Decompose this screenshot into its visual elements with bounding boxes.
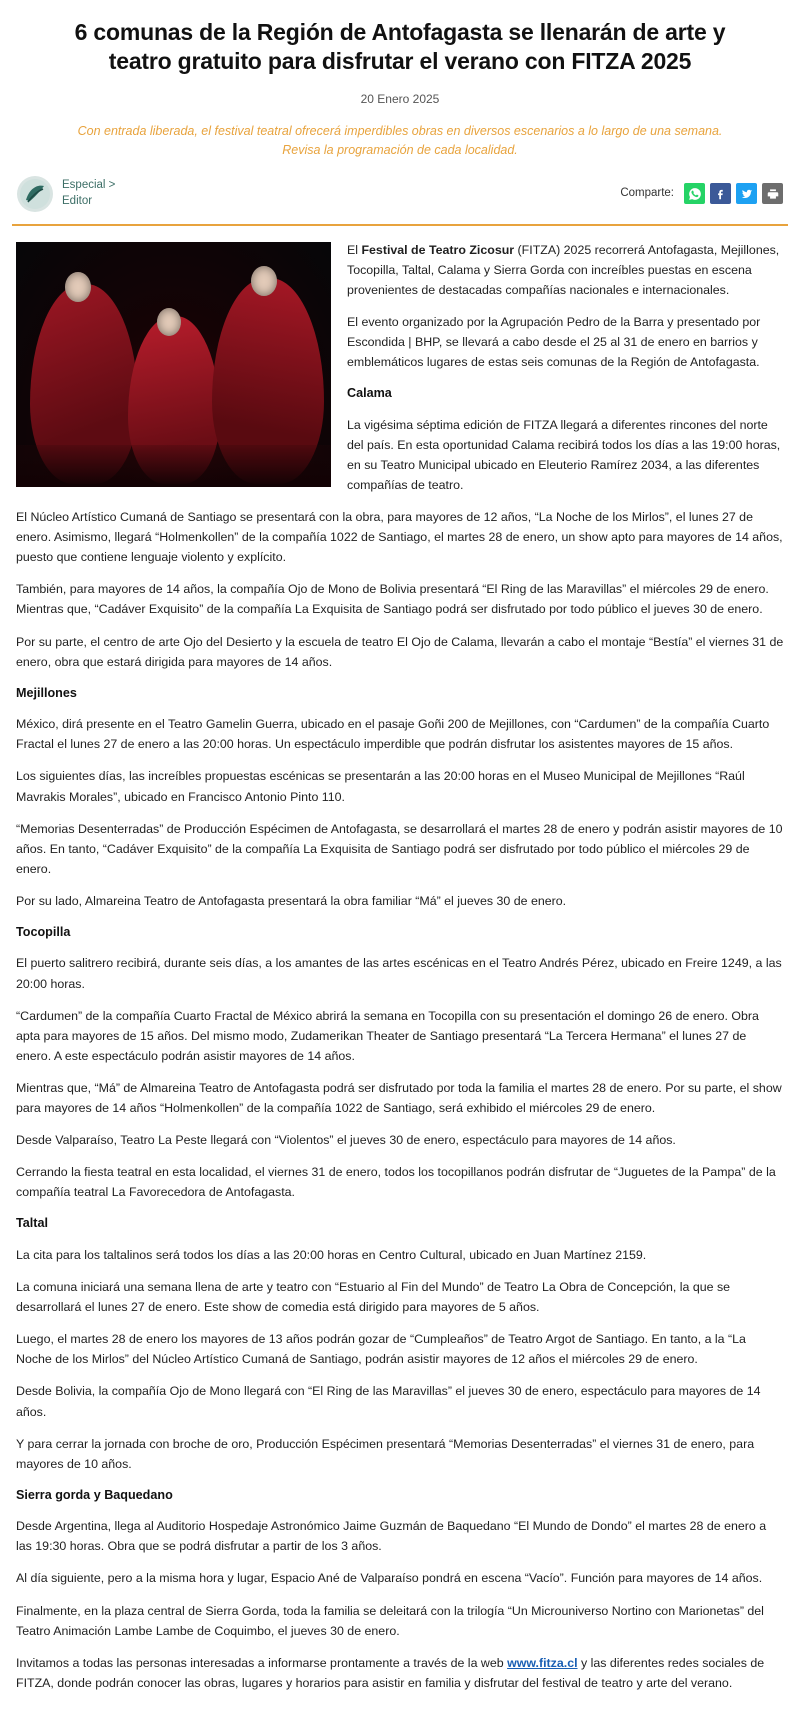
paragraph-tocopilla-2: “Cardumen” de la compañía Cuarto Fractal de México abrirá la semana en Tocopilla con su presentación el domingo 26 de enero. Obra apta para mayores de 15 años. Del mismo modo, Zudamerikan Theater de Santiago presentará “La Tercera Hermana” el lunes 27 de enero. A este espectáculo podrán asistir mayores de 14 años.: [16, 1008, 759, 1063]
page-title: 6 comunas de la Región de Antofagasta se llenarán de arte y teatro gratuito para disfrutar el verano con FITZA 2025: [74, 19, 726, 74]
section-heading-tocopilla: Tocopilla: [16, 924, 71, 939]
facebook-share-button[interactable]: [710, 183, 731, 204]
paragraph-calama-1: La vigésima séptima edición de FITZA llegará a diferentes rincones del norte del país. En esta oportunidad Calama recibirá todos los días a las 19:00 horas, en su Teatro Municipal ubicado en Eleuterio Ramírez 2034, a las diferentes compañías de teatro.: [347, 417, 781, 492]
section-heading-calama: Calama: [347, 386, 392, 401]
avatar: [17, 176, 53, 212]
performer-head-left: [65, 272, 91, 302]
performer-head-center: [157, 308, 181, 336]
paragraph-calama-2: El Núcleo Artístico Cumaná de Santiago se presentará con la obra, para mayores de 12 años, “La Noche de los Mirlos”, el lunes 27 de enero. Asimismo, llegará “Holmenkollen” de la compañía 1022 de Santiago, el martes 28 de enero, un show apto para mayores de 14 años, puesto que contiene lenguaje violento y explícito.: [16, 510, 783, 565]
paragraph-closing: [16, 1653, 784, 1693]
section-heading-mejillones: Mejillones: [16, 685, 77, 700]
closing-post: y las diferentes redes sociales de FITZA, donde podrán conocer las obras, lugares y horarios para asistir en familia y disfrutar del festival de teatro y arte del verano.: [16, 1655, 765, 1690]
paragraph-mejillones-3: “Memorias Desenterradas” de Producción Espécimen de Antofagasta, se desarrollará el martes 28 de enero y podrán asistir mayores de 10 años. En tanto, “Cadáver Exquisito” de la compañía La Exquisita de Santiago podrá ser disfrutado por todo público el miércoles 29 de enero.: [16, 821, 783, 876]
print-button[interactable]: [762, 183, 783, 204]
paragraph-taltal-2: La comuna iniciará una semana llena de arte y teatro con “Estuario al Fin del Mundo” de Teatro La Obra de Concepción, la que se desarrollará el lunes 27 de enero. Este show de comedia está dirigido para mayores de 5 años.: [16, 1280, 731, 1315]
paragraph-taltal-3: Luego, el martes 28 de enero los mayores de 13 años podrán gozar de “Cumpleaños” de Teatro Argot de Santiago. En tanto, a la “La Noche de los Mirlos” del Núcleo Artístico Cumaná de Santiago, podrán asistir mayores de 12 años el miércoles 29 de enero.: [16, 1332, 746, 1367]
paragraph-mejillones-1: México, dirá presente en el Teatro Gamelin Guerra, ubicado en el pasaje Goñi 200 de Mejillones, con “Cardumen” de la compañía Cuarto Fractal el lunes 27 de enero a las 20:00 horas. Un espectáculo imperdible que podrán disfrutar los asistentes mayores de 15 años.: [16, 717, 770, 752]
section-heading-sierra-gorda: Sierra gorda y Baquedano: [16, 1487, 173, 1502]
article-hero-image: [16, 242, 331, 487]
paragraph-sierra-3: Finalmente, en la plaza central de Sierra Gorda, toda la familia se deleitará con la trilogía “Un Microuniverso Nortino con Marionetas” del Teatro Animación Lambe Lambe de Coquimbo, el jueves 30 de enero.: [16, 1603, 764, 1638]
article-lead: Con entrada liberada, el festival teatral ofrecerá imperdibles obras en diversos escenarios a lo largo de una semana. Revisa la programación de cada localidad.: [77, 124, 723, 157]
byline-author[interactable]: Editor: [62, 194, 93, 207]
performer-head-right: [251, 266, 277, 296]
intro-post: (FITZA) 2025 recorrerá Antofagasta, Mejillones, Tocopilla, Taltal, Calama y Sierra Gorda con increíbles puestas en escena provenientes de destacadas compañías nacionales e internacionales.: [347, 242, 780, 297]
byline-row: [17, 176, 783, 212]
paragraph-mejillones-2: Los siguientes días, las increíbles propuestas escénicas se presentarán a las 20:00 horas en el Museo Municipal de Mejillones “Raúl Mavrakis Morales”, ubicado en Francisco Antonio Pinto 110.: [16, 769, 745, 804]
paragraph-sierra-2: Al día siguiente, pero a la misma hora y lugar, Espacio Ané de Valparaíso pondrá en escena “Vacío”. Función para mayores de 14 años.: [16, 1571, 763, 1586]
intro-pre: El: [347, 242, 362, 257]
paragraph-mejillones-4: Por su lado, Almareina Teatro de Antofagasta presentará la obra familiar “Má” el jueves 30 de enero.: [16, 893, 567, 908]
publish-date: 20 Enero 2025: [360, 91, 440, 106]
paragraph-tocopilla-5: Cerrando la fiesta teatral en esta localidad, el viernes 31 de enero, todos los tocopillanos podrán disfrutar de “Juguetes de la Pampa” de la compañía teatral La Favorecedora de Antofagasta.: [16, 1165, 776, 1200]
paragraph-tocopilla-4: Desde Valparaíso, Teatro La Peste llegará con “Violentos” el jueves 30 de enero, espectáculo para mayores de 14 años.: [16, 1133, 676, 1148]
festival-name: Festival de Teatro Zicosur: [361, 242, 515, 257]
paragraph-taltal-5: Y para cerrar la jornada con broche de oro, Producción Espécimen presentará “Memorias Desenterradas” el viernes 31 de enero, para mayores de 10 años.: [16, 1436, 755, 1471]
article-body: [12, 240, 788, 1705]
share-bar: [620, 183, 783, 204]
paragraph-calama-4: Por su parte, el centro de arte Ojo del Desierto y la escuela de teatro El Ojo de Calama, llevarán a cabo el montaje “Bestía” el viernes 31 de enero, obra que estará dirigida para mayores de 14 años.: [16, 634, 784, 669]
closing-pre: Invitamos a todas las personas interesadas a informarse prontamente a través de la web: [16, 1655, 508, 1670]
paragraph-taltal-4: Desde Bolivia, la compañía Ojo de Mono llegará con “El Ring de las Maravillas” el jueves 30 de enero, espectáculo para mayores de 14 años.: [16, 1384, 761, 1419]
section-heading-taltal: Taltal: [16, 1216, 48, 1231]
paragraph-sierra-1: Desde Argentina, llega al Auditorio Hospedaje Astronómico Jaime Guzmán de Baquedano “El Mundo de Dondo” el martes 28 de enero a las 19:30 horas. Obra que se podrá disfrutar a partir de los 3 años.: [16, 1519, 767, 1554]
paragraph-calama-3: También, para mayores de 14 años, la compañía Ojo de Mono de Bolivia presentará “El Ring de las Maravillas” el miércoles 29 de enero. Mientras que, “Cadáver Exquisito” de la compañía La Exquisita de Santiago podrá ser disfrutado por todo público el jueves 30 de enero.: [16, 582, 769, 617]
paragraph-taltal-1: La cita para los taltalinos será todos los días a las 20:00 horas en Centro Cultural, ubicado en Juan Martínez 2159.: [16, 1247, 647, 1262]
byline-category[interactable]: Especial >: [62, 179, 116, 192]
hero-stage-floor: [16, 445, 331, 487]
fitza-website-link[interactable]: www.fitza.cl: [507, 1655, 578, 1670]
paragraph-tocopilla-3: Mientras que, “Má” de Almareina Teatro de Antofagasta podrá ser disfrutado por toda la familia el martes 28 de enero. Por su parte, el show para mayores de 14 años “Holmenkollen” de la compañía 1022 de Santiago, será exhibido el miércoles 29 de enero.: [16, 1080, 782, 1116]
byline-text: [62, 178, 115, 209]
twitter-share-button[interactable]: [736, 183, 757, 204]
byline: [17, 176, 115, 212]
share-label: Comparte:: [620, 186, 674, 199]
divider: [12, 224, 788, 226]
paragraph-tocopilla-1: El puerto salitrero recibirá, durante seis días, a los amantes de las artes escénicas en el Teatro Andrés Pérez, ubicado en Freire 1249, a las 20:00 horas.: [16, 956, 782, 991]
paragraph-organizer: El evento organizado por la Agrupación Pedro de la Barra y presentado por Escondida | BHP, se llevará a cabo desde el 25 al 31 de enero en barrios y emblemáticos lugares de estas seis comunas de la Región de Antofagasta.: [347, 314, 761, 370]
whatsapp-share-button[interactable]: [684, 183, 705, 204]
